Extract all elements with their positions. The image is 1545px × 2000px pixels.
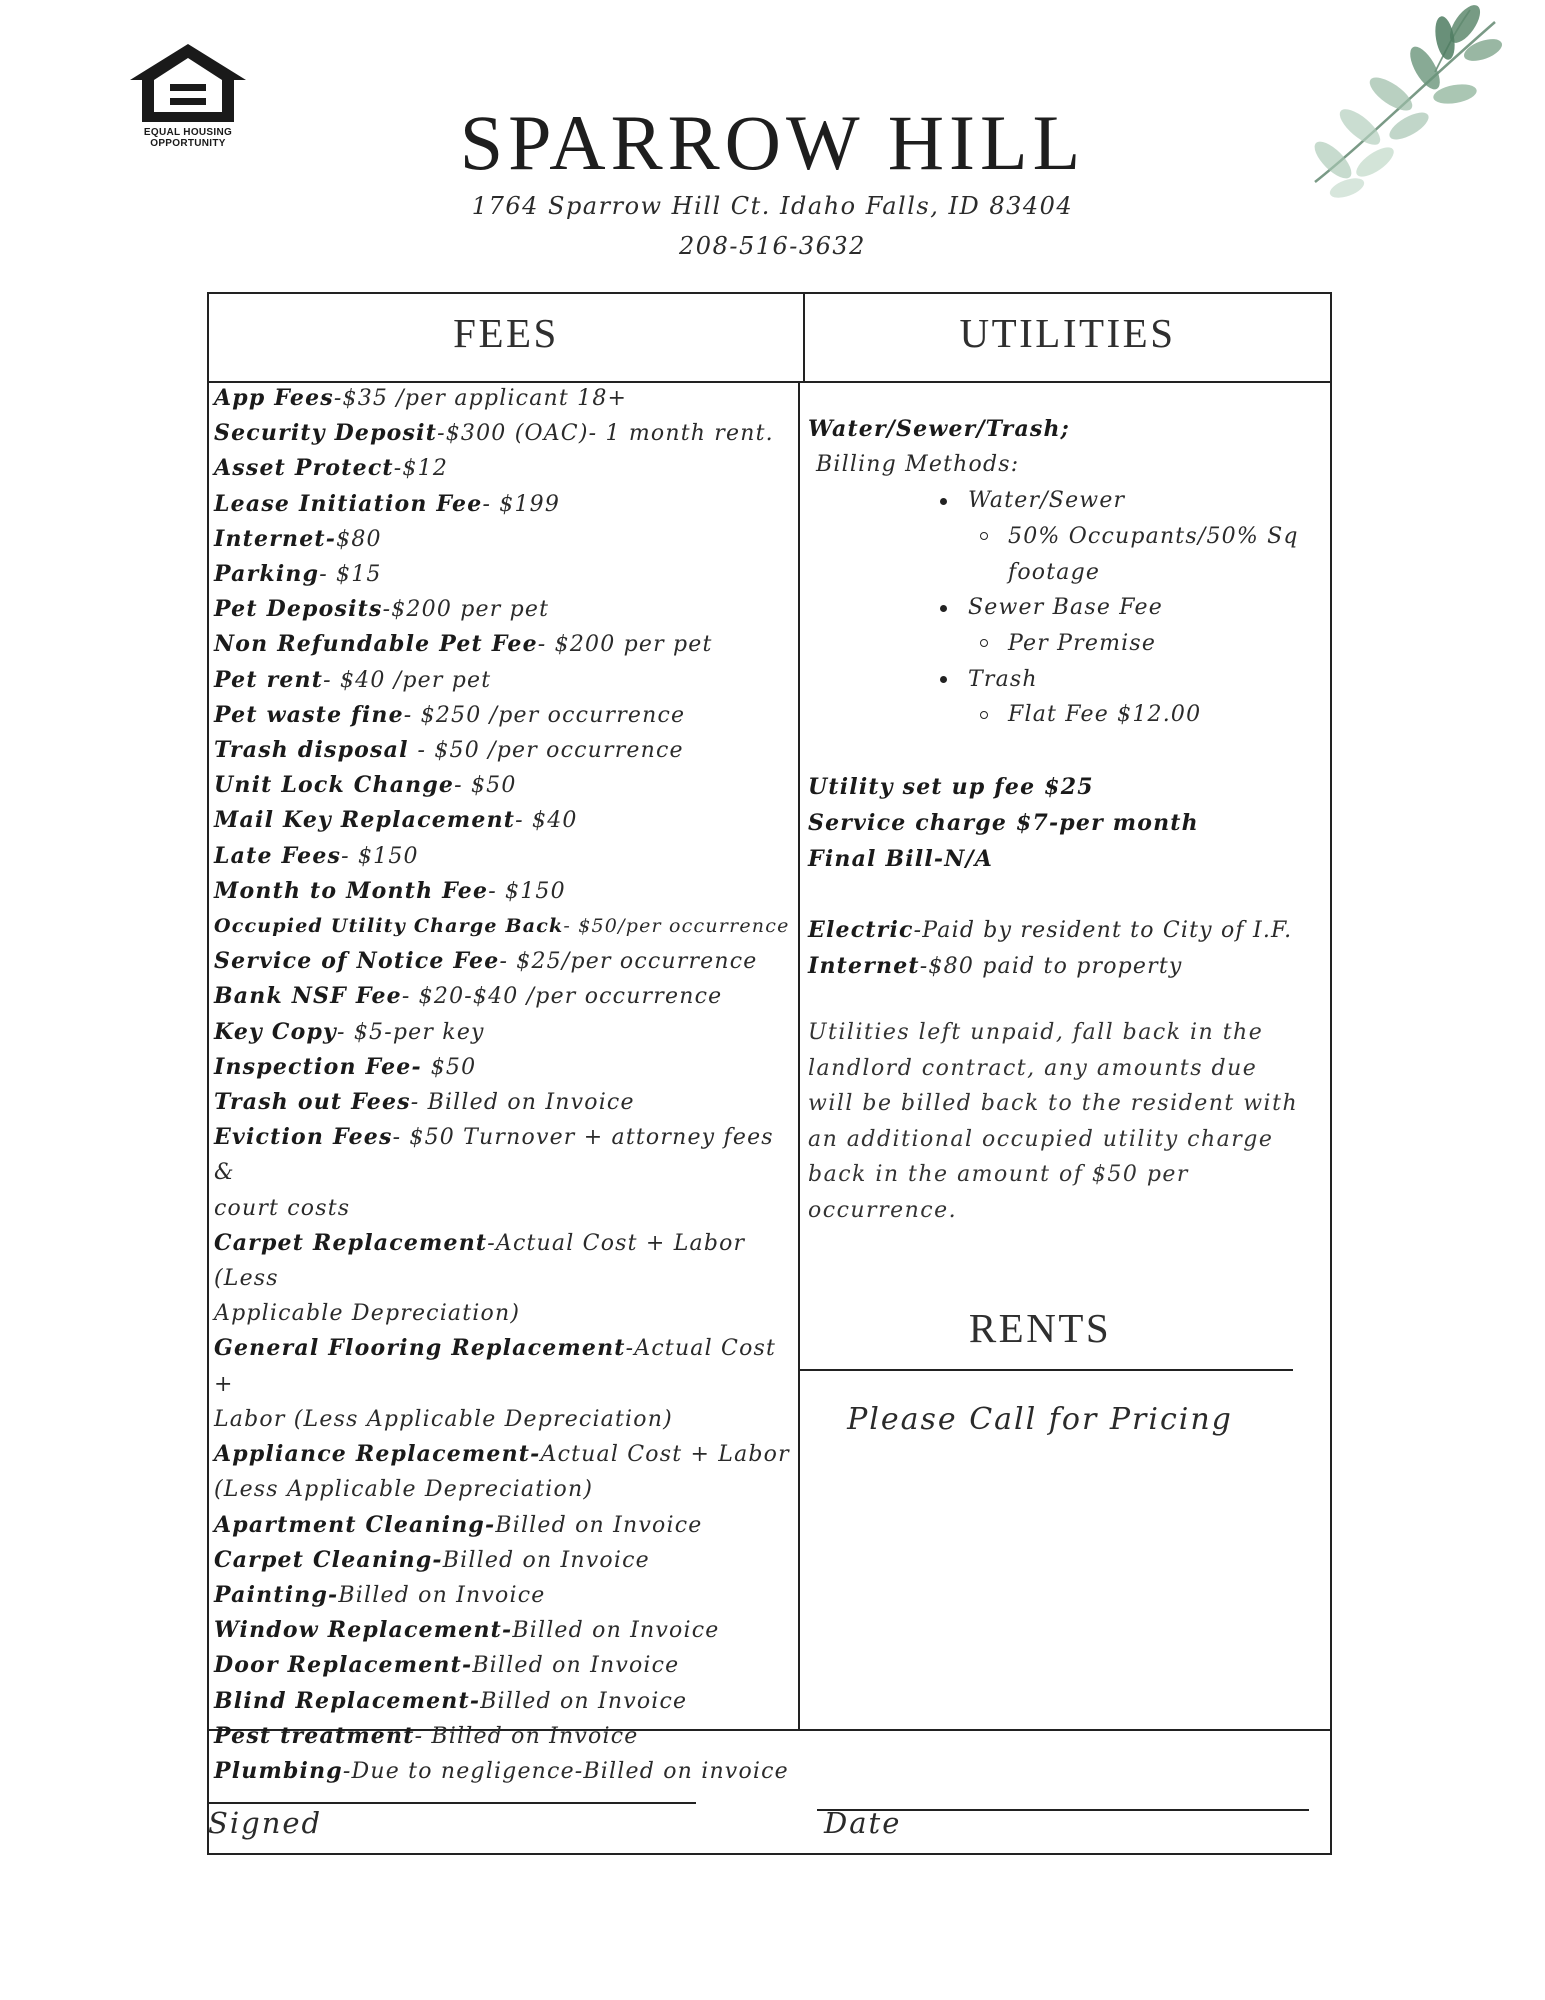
fees-list xyxy=(214,381,794,1789)
fee-item: Internet-$80 xyxy=(214,525,382,552)
fee-item: Blind Replacement-Billed on Invoice xyxy=(214,1687,688,1714)
occupancy-split-line1: 50% Occupants/50% Sq xyxy=(1008,524,1299,549)
fee-item: General Flooring Replacement-Actual Cost + xyxy=(214,1335,777,1397)
bullet-icon xyxy=(940,498,947,505)
fee-item: Door Replacement-Billed on Invoice xyxy=(214,1652,680,1679)
fee-item: Occupied Utility Charge Back- $50/per occurrence xyxy=(214,915,790,938)
fee-item: Parking- $15 xyxy=(214,561,382,588)
fee-item-continuation: Applicable Depreciation) xyxy=(214,1301,521,1327)
fee-item: Trash out Fees- Billed on Invoice xyxy=(214,1089,635,1116)
fee-item: Pest treatment- Billed on Invoice xyxy=(214,1722,639,1749)
fee-item-continuation: Labor (Less Applicable Depreciation) xyxy=(214,1406,673,1432)
sub-bullet-icon xyxy=(980,532,988,540)
rents-divider xyxy=(800,1369,1293,1371)
fee-item: Key Copy- $5-per key xyxy=(214,1018,485,1045)
fee-item: Eviction Fees- $50 Turnover + attorney fees & xyxy=(214,1124,774,1186)
fee-item: Pet rent- $40 /per pet xyxy=(214,666,492,693)
fee-item: App Fees-$35 /per applicant 18+ xyxy=(214,385,628,411)
service-charge: Service charge $7-per month xyxy=(808,810,1199,836)
fee-item: Non Refundable Pet Fee- $200 per pet xyxy=(214,631,713,658)
billing-methods-label: Billing Methods: xyxy=(816,452,1020,477)
fee-item: Pet waste fine- $250 /per occurrence xyxy=(214,701,686,728)
table-bottom-border xyxy=(207,1853,1332,1855)
fees-heading: FEES xyxy=(453,310,559,356)
utilities-heading: UTILITIES xyxy=(959,310,1176,356)
logo-caption-line2: OPPORTUNITY xyxy=(150,138,226,149)
fee-item: Unit Lock Change- $50 xyxy=(214,772,517,799)
fee-item: Inspection Fee- $50 xyxy=(214,1053,477,1080)
fee-item: Month to Month Fee- $150 xyxy=(214,877,566,904)
rents-heading: RENTS xyxy=(968,1305,1112,1351)
fee-item: Lease Initiation Fee- $199 xyxy=(214,490,561,517)
fee-item: Mail Key Replacement- $40 xyxy=(214,807,578,834)
fee-item-continuation: (Less Applicable Depreciation) xyxy=(214,1477,594,1503)
fee-item: Late Fees- $150 xyxy=(214,842,419,869)
sub-bullet-icon xyxy=(980,639,988,647)
electric-line: Electric-Paid by resident to City of I.F. xyxy=(808,917,1293,943)
fee-item-continuation: court costs xyxy=(214,1195,351,1221)
final-bill: Final Bill-N/A xyxy=(808,846,994,872)
page-title: SPARROW HILL xyxy=(459,99,1086,186)
unpaid-utilities-paragraph: Utilities left unpaid, fall back in the landlord contract, any amounts due will be billed back to the resident with an additional occupied utility charge back in the amount of $50 per occurrence. xyxy=(808,1020,1299,1223)
fee-item: Asset Protect-$12 xyxy=(214,455,449,482)
fee-item: Painting-Billed on Invoice xyxy=(214,1581,546,1608)
address: 1764 Sparrow Hill Ct. Idaho Falls, ID 83404 xyxy=(471,192,1074,220)
signature-line xyxy=(209,1802,696,1804)
column-divider xyxy=(798,381,800,1730)
fee-item: Service of Notice Fee- $25/per occurrence xyxy=(214,948,758,975)
sewer-base-fee-item: Sewer Base Fee xyxy=(968,595,1163,620)
fee-item: Trash disposal - $50 /per occurrence xyxy=(214,737,684,764)
fee-item: Carpet Cleaning-Billed on Invoice xyxy=(214,1546,650,1573)
water-sewer-trash-title: Water/Sewer/Trash; xyxy=(808,416,1070,442)
fee-item: Appliance Replacement-Actual Cost + Labor xyxy=(214,1441,790,1468)
bullet-icon xyxy=(940,676,947,683)
signed-label: Signed xyxy=(208,1806,323,1840)
fee-item: Bank NSF Fee- $20-$40 /per occurrence xyxy=(214,983,723,1010)
fee-item: Window Replacement-Billed on Invoice xyxy=(214,1617,720,1644)
phone-number: 208-516-3632 xyxy=(679,232,866,260)
logo-caption-line1: EQUAL HOUSING xyxy=(143,127,233,138)
flat-fee-item: Flat Fee $12.00 xyxy=(1008,702,1202,727)
date-label: Date xyxy=(824,1806,902,1840)
fee-item: Carpet Replacement-Actual Cost + Labor (Less xyxy=(214,1229,746,1292)
utility-setup-fee: Utility set up fee $25 xyxy=(808,774,1094,800)
sub-bullet-icon xyxy=(980,711,988,719)
per-premise-item: Per Premise xyxy=(1008,631,1157,656)
table-left-border xyxy=(207,292,209,1855)
internet-line: Internet-$80 paid to property xyxy=(808,953,1183,979)
pricing-note: Please Call for Pricing xyxy=(847,1402,1233,1437)
table-top-border xyxy=(207,292,1332,294)
fee-item: Security Deposit-$300 (OAC)- 1 month rent. xyxy=(214,420,774,447)
table-right-border xyxy=(1330,292,1332,1855)
fee-item: Plumbing-Due to negligence-Billed on invoice xyxy=(214,1757,789,1784)
fee-item: Pet Deposits-$200 per pet xyxy=(214,596,550,623)
fee-item: Apartment Cleaning-Billed on Invoice xyxy=(214,1511,703,1538)
occupancy-split-line2: footage xyxy=(1008,560,1101,585)
bullet-icon xyxy=(940,605,947,612)
water-sewer-item: Water/Sewer xyxy=(968,488,1126,513)
trash-item: Trash xyxy=(968,667,1038,692)
